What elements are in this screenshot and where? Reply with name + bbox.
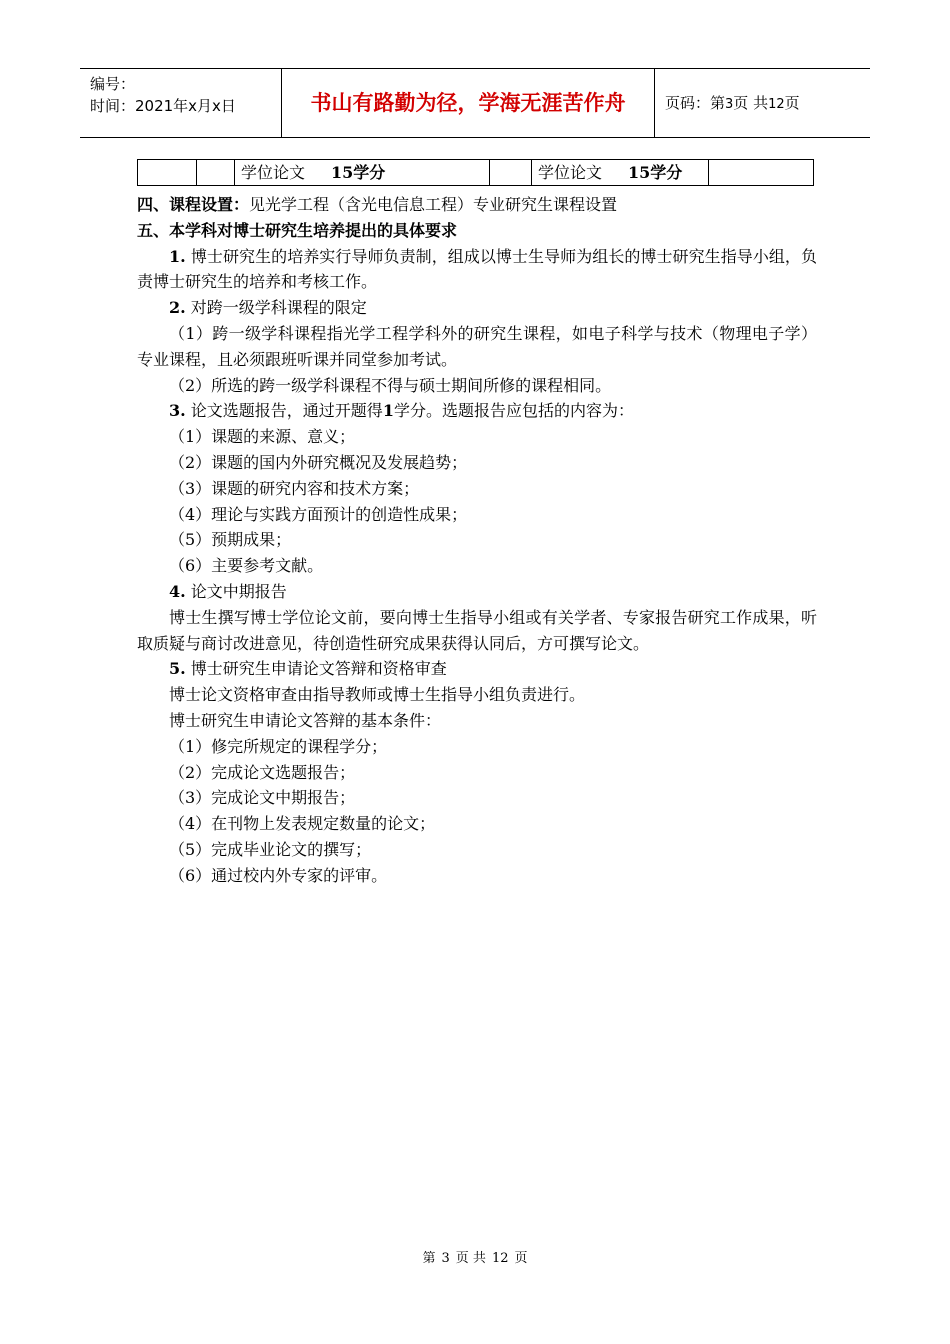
item-1-num: 1.: [169, 246, 186, 266]
section-5-title: 五、本学科对博士研究生培养提出的具体要求: [137, 220, 458, 240]
item-4-text: 博士生撰写博士学位论文前，要向博士生指导小组或有关学者、专家报告研究工作成果，听取质疑与商讨改进意见，待创造性研究成果获得认同后，方可撰写论文。: [137, 607, 817, 653]
item-4-num: 4.: [169, 581, 186, 601]
page-total: 12: [768, 97, 785, 112]
section-4-text: 见光学工程（含光电信息工程）专业研究生课程设置: [249, 195, 618, 214]
thesis-label-b: 学位论文: [538, 163, 603, 182]
item-4: [137, 579, 817, 605]
document-body: [137, 192, 817, 889]
page-mid: 页 共: [733, 94, 769, 112]
item-1: [137, 244, 817, 296]
item-2-num: 2.: [169, 298, 186, 318]
item-3-credit: 1: [382, 401, 394, 421]
footer-mid: 页 共: [455, 1251, 486, 1266]
list-item: （4）理论与实践方面预计的创造性成果；: [169, 504, 468, 524]
list-item: （4）在刊物上发表规定数量的论文；: [169, 814, 436, 834]
footer-total: 12: [491, 1251, 509, 1266]
list-item: （6）通过校内外专家的评审。: [169, 865, 388, 885]
list-item: （3）完成论文中期报告；: [169, 788, 356, 808]
list-item: （1）修完所规定的课程学分；: [169, 736, 388, 756]
item-5-text-1: 博士论文资格审查由指导教师或博士生指导小组负责进行。: [169, 685, 586, 705]
list-item: （2）完成论文选题报告；: [169, 762, 356, 782]
item-5: [137, 656, 817, 682]
date-label: 时间：2021年x月x日: [90, 97, 236, 115]
item-2-sub-1: （1）跨一级学科课程指光学工程学科外的研究生课程，如电子科学与技术（物理电子学）专业课程，且必须跟班听课并同堂参加考试。: [137, 323, 817, 369]
thesis-label-a: 学位论文: [241, 163, 306, 182]
footer-suffix: 页: [514, 1251, 528, 1266]
item-5-title: 博士研究生申请论文答辩和资格审查: [190, 659, 447, 679]
page-footer: [0, 1247, 950, 1266]
table-cell-thesis-a: [235, 160, 490, 185]
footer-current: 3: [441, 1251, 450, 1266]
list-item: （5）预期成果；: [169, 530, 292, 550]
item-2: [137, 295, 817, 321]
footer-prefix: 第: [422, 1251, 436, 1266]
list-item: （1）课题的来源、意义；: [169, 427, 356, 447]
section-4-title: 四、课程设置：: [137, 195, 250, 214]
item-3-text-b: 学分。选题报告应包括的内容为：: [393, 401, 634, 421]
item-3: [137, 398, 817, 424]
credit-table-row: [137, 159, 814, 186]
page-current: 3: [725, 97, 734, 112]
item-4-title: 论文中期报告: [190, 581, 287, 601]
list-item: （2）课题的国内外研究概况及发展趋势；: [169, 452, 468, 472]
item-5-num: 5.: [169, 659, 186, 679]
list-item: （5）完成毕业论文的撰写；: [169, 839, 372, 859]
item-1-text: 博士研究生的培养实行导师负责制，组成以博士生导师为组长的博士研究生指导小组，负责博士研究生的培养和考核工作。: [137, 246, 817, 292]
table-cell: [138, 160, 197, 185]
thesis-credit-b: 15学分: [628, 163, 683, 182]
section-4: [137, 192, 817, 218]
page-suffix: 页: [784, 94, 800, 112]
table-cell-thesis-b: [532, 160, 709, 185]
page-header: [80, 68, 870, 138]
table-cell: [709, 160, 813, 185]
item-3-num: 3.: [169, 401, 186, 421]
list-item: （6）主要参考文献。: [169, 556, 324, 576]
table-cell: [197, 160, 235, 185]
item-2-title: 对跨一级学科课程的限定: [190, 298, 367, 318]
thesis-credit-a: 15学分: [331, 163, 386, 182]
item-2-sub-2: （2）所选的跨一级学科课程不得与硕士期间所修的课程相同。: [169, 375, 612, 395]
header-motto: 书山有路勤为径，学海无涯苦作舟: [282, 69, 655, 137]
serial-label: 编号：: [90, 75, 136, 93]
table-cell: [490, 160, 532, 185]
list-item: （3）课题的研究内容和技术方案；: [169, 478, 420, 498]
header-meta: [80, 69, 282, 137]
header-page-info: [655, 69, 870, 137]
item-5-text-2: 博士研究生申请论文答辩的基本条件：: [169, 710, 442, 730]
item-3-text-a: 论文选题报告，通过开题得: [190, 401, 383, 421]
page-prefix: 页码：第: [665, 94, 726, 112]
